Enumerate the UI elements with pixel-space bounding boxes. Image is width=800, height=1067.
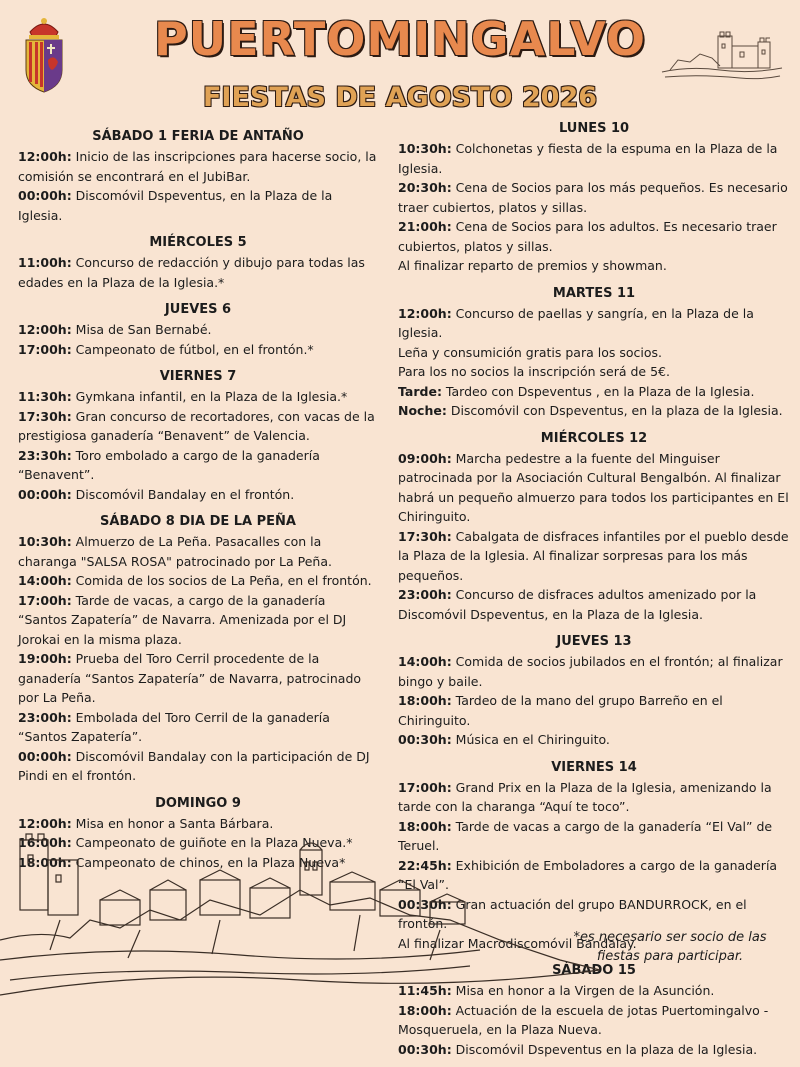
schedule-entry bbox=[398, 304, 790, 343]
entry-text: Prueba del Toro Cerril procedente de la ganadería “Santos Zapatería” de Navarra, patrocinado por La Peña. bbox=[18, 651, 362, 705]
entry-time: 00:00h: bbox=[18, 188, 72, 203]
day-heading: SÁBADO 15 bbox=[552, 963, 636, 978]
schedule-entry bbox=[398, 652, 790, 691]
entry-text: Cena de Socios para los adultos. Es necesario traer cubiertos, platos y sillas. bbox=[398, 219, 777, 254]
entry-text: Para los no socios la inscripción será de 5€. bbox=[398, 364, 670, 379]
schedule-entry bbox=[398, 1001, 790, 1040]
entry-time: 00:30h: bbox=[398, 896, 452, 912]
entry-text: Comida de socios jubilados en el frontón; al finalizar bingo y baile. bbox=[398, 654, 783, 689]
entry-text: Discomóvil Bandalay en el frontón. bbox=[71, 486, 295, 502]
entry-time: 09:00h: bbox=[398, 450, 452, 466]
day-section bbox=[398, 632, 790, 750]
entry-time: 11:30h: bbox=[18, 389, 72, 404]
entry-time: 11:00h: bbox=[18, 255, 72, 270]
entry-text: Toro embolado a cargo de la ganadería “Benavent”. bbox=[18, 447, 320, 482]
day-section bbox=[18, 300, 378, 359]
schedule-entry bbox=[398, 217, 790, 256]
schedule-entry bbox=[398, 527, 790, 586]
page-title: PUERTOMINGALVO bbox=[154, 12, 646, 66]
schedule-entry bbox=[18, 186, 378, 225]
schedule-entry bbox=[398, 449, 790, 527]
entry-text: Misa en honor a la Virgen de la Asunción. bbox=[451, 983, 715, 998]
entry-time: 10:30h: bbox=[18, 534, 72, 549]
entry-time: 17:30h: bbox=[398, 528, 452, 544]
entry-text: Grand Prix en la Plaza de la Iglesia, amenizando la tarde con la charanga “Aquí te toco”. bbox=[398, 779, 772, 814]
schedule-entry bbox=[18, 446, 378, 485]
day-heading: SÁBADO 8 DIA DE LA PEÑA bbox=[100, 514, 296, 529]
entry-time: 00:30h: bbox=[398, 1041, 452, 1057]
entry-time: 10:30h: bbox=[398, 141, 452, 156]
entry-time: 17:00h: bbox=[398, 779, 452, 795]
entry-text: Discomóvil Dspeventus, en la Plaza de la Iglesia. bbox=[18, 188, 333, 223]
entry-text: Gran actuación del grupo BANDURROCK, en el frontón. bbox=[398, 896, 747, 931]
schedule-entry bbox=[18, 485, 378, 505]
entry-time: 23:00h: bbox=[18, 709, 72, 725]
entry-text: Exhibición de Emboladores a cargo de la ganadería “El Val”. bbox=[398, 857, 778, 892]
schedule-entry bbox=[398, 1040, 790, 1060]
entry-time: 00:00h: bbox=[18, 486, 72, 502]
schedule-entry bbox=[18, 147, 378, 186]
entry-time: 00:00h: bbox=[18, 748, 72, 764]
day-section bbox=[398, 429, 790, 625]
entry-time: 14:00h: bbox=[398, 654, 452, 669]
entry-text: Concurso de disfraces adultos amenizado por la Discomóvil Dspeventus, en la Plaza de la Iglesia. bbox=[398, 587, 757, 622]
entry-time: 17:00h: bbox=[18, 592, 72, 608]
day-heading: MIÉRCOLES 5 bbox=[149, 235, 247, 250]
schedule-entry bbox=[18, 591, 378, 650]
entry-time: 19:00h: bbox=[18, 651, 72, 666]
entry-text: Leña y consumición gratis para los socios. bbox=[398, 344, 662, 360]
entry-text: Campeonato de chinos, en la Plaza Nueva* bbox=[71, 854, 346, 870]
entry-time: 17:00h: bbox=[18, 341, 72, 357]
entry-text: Inicio de las inscripciones para hacerse socio, la comisión se encontrará en el JubiBar. bbox=[18, 149, 377, 184]
entry-text: Discomóvil Bandalay con la participación de DJ Pindi en el frontón. bbox=[18, 748, 370, 783]
entry-time: 12:00h: bbox=[18, 815, 72, 831]
entry-text: Concurso de redacción y dibujo para todas las edades en la Plaza de la Iglesia.* bbox=[18, 255, 365, 290]
entry-time: 23:00h: bbox=[398, 587, 452, 602]
day-section bbox=[18, 233, 378, 292]
day-heading: JUEVES 6 bbox=[164, 302, 232, 317]
entry-text: Al finalizar reparto de premios y showman. bbox=[398, 258, 667, 273]
entry-text: Misa en honor a Santa Bárbara. bbox=[71, 815, 274, 831]
entry-time: 18:00h: bbox=[18, 854, 72, 870]
entry-text: Colchonetas y fiesta de la espuma en la Plaza de la Iglesia. bbox=[398, 141, 778, 176]
footnote: *es necesario ser socio de las fiestas para participar. bbox=[573, 930, 767, 964]
day-heading: DOMINGO 9 bbox=[155, 795, 241, 811]
entry-time: 18:00h: bbox=[398, 818, 452, 834]
schedule-entry bbox=[398, 691, 790, 730]
day-heading: JUEVES 13 bbox=[556, 634, 632, 649]
schedule-entry bbox=[18, 407, 378, 446]
entry-text: Gran concurso de recortadores, con vacas de la prestigiosa ganadería “Benavent” de Valencia. bbox=[18, 408, 375, 443]
schedule-entry bbox=[398, 382, 790, 402]
entry-text: Gymkana infantil, en la Plaza de la Iglesia.* bbox=[71, 389, 348, 404]
town-sketch-icon bbox=[0, 820, 600, 1000]
schedule-entry bbox=[398, 730, 790, 750]
schedule-entry bbox=[18, 571, 378, 591]
schedule-entry bbox=[398, 178, 790, 217]
entry-time: 18:00h: bbox=[398, 1002, 452, 1018]
day-section bbox=[18, 127, 378, 225]
day-heading: VIERNES 14 bbox=[551, 759, 637, 775]
day-section bbox=[18, 367, 378, 504]
schedule-entry bbox=[398, 585, 790, 624]
entry-text: Música en el Chiringuito. bbox=[451, 732, 610, 747]
schedule-entry bbox=[18, 340, 378, 360]
schedule-entry bbox=[398, 139, 790, 178]
entry-time: Tarde: bbox=[398, 383, 442, 399]
entry-time: 12:00h: bbox=[18, 149, 72, 164]
entry-text: Marcha pedestre a la fuente del Minguiser patrocinada por la Asociación Cultural Bengalbón. Al finalizar habrá un pequeño almuerzo para todos los participantes en El Chiringuito. bbox=[398, 450, 789, 524]
entry-time: 00:30h: bbox=[398, 732, 452, 747]
schedule-entry bbox=[398, 401, 790, 421]
entry-text: Actuación de la escuela de jotas Puertomingalvo - Mosqueruela, en la Plaza Nueva. bbox=[398, 1002, 769, 1037]
schedule-entry bbox=[18, 253, 378, 292]
entry-text: Cabalgata de disfraces infantiles por el pueblo desde la Plaza de la Iglesia. Al finalizar sorpresas para los más pequeños. bbox=[398, 528, 789, 583]
entry-time: 21:00h: bbox=[398, 219, 452, 234]
entry-time: Noche: bbox=[398, 403, 447, 418]
entry-time: 16:00h: bbox=[18, 835, 72, 850]
entry-text: Discomóvil Dspeventus en la plaza de la Iglesia. bbox=[451, 1041, 758, 1057]
entry-text: Tarde de vacas, a cargo de la ganadería “Santos Zapatería” de Navarra. Amenizada por el DJ Jorokai en la misma plaza. bbox=[18, 592, 347, 647]
schedule-entry bbox=[398, 362, 790, 382]
entry-text: Tardeo con Dspeventus , en la Plaza de la Iglesia. bbox=[441, 383, 755, 399]
schedule-entry bbox=[18, 649, 378, 708]
day-heading: MIÉRCOLES 12 bbox=[540, 430, 648, 446]
entry-text: Tardeo de la mano del grupo Barreño en el Chiringuito. bbox=[398, 693, 723, 728]
entry-time: 23:30h: bbox=[18, 447, 72, 463]
entry-time: 22:45h: bbox=[398, 857, 452, 873]
entry-text: Discomóvil con Dspeventus, en la plaza de la Iglesia. bbox=[446, 403, 783, 418]
entry-text: Al finalizar Macrodiscomóvil Bandalay. bbox=[398, 935, 637, 951]
page-subtitle: FIESTAS DE AGOSTO 2026 bbox=[202, 82, 598, 113]
day-section bbox=[18, 512, 378, 786]
day-heading: MARTES 11 bbox=[552, 285, 636, 301]
schedule-entry bbox=[18, 532, 378, 571]
entry-text: Misa de San Bernabé. bbox=[71, 322, 212, 337]
entry-text: Embolada del Toro Cerril de la ganadería “Santos Zapatería”. bbox=[18, 709, 330, 744]
entry-time: 12:00h: bbox=[398, 305, 452, 321]
entry-text: Cena de Socios para los más pequeños. Es necesario traer cubiertos, platos y sillas. bbox=[398, 180, 788, 215]
day-heading: SÁBADO 1 FERIA DE ANTAÑO bbox=[92, 129, 304, 144]
schedule-entry bbox=[18, 387, 378, 407]
entry-text: Campeonato de fútbol, en el frontón.* bbox=[71, 341, 314, 357]
entry-time: 17:30h: bbox=[18, 408, 72, 424]
entry-text: Concurso de paellas y sangría, en la Plaza de la Iglesia. bbox=[398, 305, 754, 340]
day-section bbox=[398, 284, 790, 421]
entry-time: 18:00h: bbox=[398, 693, 452, 708]
entry-time: 20:30h: bbox=[398, 180, 452, 195]
entry-time: 11:45h: bbox=[398, 983, 452, 998]
day-section bbox=[398, 119, 790, 276]
entry-text: Campeonato de guiñote en la Plaza Nueva.* bbox=[71, 835, 353, 850]
schedule-entry bbox=[398, 343, 790, 363]
day-heading: VIERNES 7 bbox=[159, 369, 237, 384]
schedule-entry bbox=[398, 778, 790, 817]
entry-text: Tarde de vacas a cargo de la ganadería “El Val” de Teruel. bbox=[398, 818, 773, 853]
schedule-entry bbox=[18, 747, 378, 786]
schedule-left-column bbox=[18, 127, 378, 880]
schedule-entry bbox=[18, 320, 378, 340]
schedule-entry bbox=[18, 708, 378, 747]
schedule-entry bbox=[398, 256, 790, 276]
entry-time: 12:00h: bbox=[18, 322, 72, 337]
entry-text: Almuerzo de La Peña. Pasacalles con la charanga "SALSA ROSA" patrocinado por La Peña. bbox=[18, 534, 332, 569]
day-heading: LUNES 10 bbox=[558, 121, 630, 136]
entry-text: Comida de los socios de La Peña, en el frontón. bbox=[71, 573, 372, 588]
entry-time: 14:00h: bbox=[18, 573, 72, 588]
